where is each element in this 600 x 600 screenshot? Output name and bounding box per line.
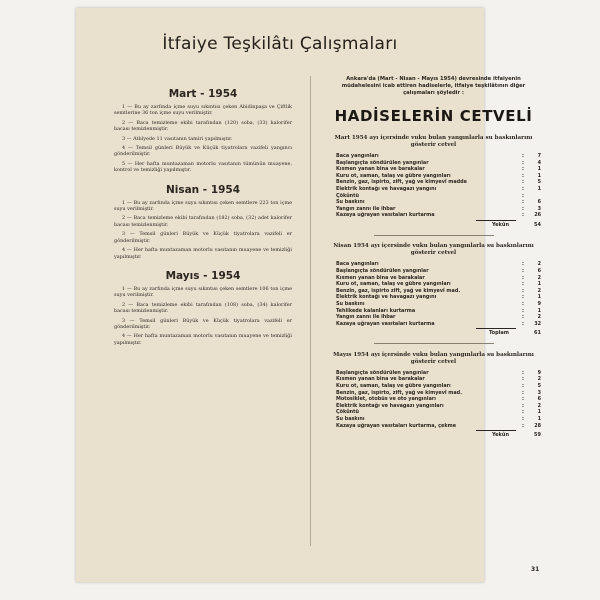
section-heading: Nisan - 1954 — [165, 183, 241, 196]
row-colon: : — [522, 376, 524, 383]
row-colon: : — [522, 294, 524, 301]
section-nisan — [114, 184, 292, 260]
row-value: 9 — [537, 300, 541, 307]
row-label: Çökûntü — [336, 192, 359, 199]
row-value: 2 — [537, 287, 541, 294]
row-value: 7 — [537, 153, 541, 159]
total-rule — [476, 328, 516, 329]
paragraph: 3 — Temsil günleri Büyük ve Küçük tiyatrolara vazifeli er gönderilmiştir. — [114, 231, 292, 244]
row-label: Kazaya uğrayan vasıtaları kurtarma — [336, 320, 435, 327]
table-rows — [326, 153, 541, 219]
row-colon: : — [522, 153, 524, 159]
table-row — [336, 396, 541, 403]
table-row — [336, 166, 541, 173]
row-colon: : — [522, 383, 524, 390]
table-row — [336, 275, 541, 282]
total-value: 59 — [534, 431, 541, 438]
paragraph: 3 — Temsil günleri Büyük ve Küçük tiyatrolara vazifeli er gönderilmiştir. — [114, 317, 292, 330]
table-row — [336, 390, 541, 397]
row-value: 2 — [537, 314, 541, 321]
table-row — [336, 423, 541, 430]
row-value: 1 — [537, 281, 541, 288]
column-divider — [310, 76, 311, 546]
table-heading: Nisan 1954 ayı içersinde vuku bulan yangınlarla su baskınlarını gösterir cetvel — [333, 243, 534, 257]
page-number: 31 — [531, 566, 540, 573]
total-label: Yekûn — [492, 431, 509, 438]
row-value: 2 — [537, 274, 541, 281]
table-row — [336, 193, 541, 200]
row-colon: : — [522, 192, 524, 199]
row-label: Başlangıçta söndürülen yangınlar — [336, 268, 429, 275]
row-colon: : — [522, 281, 524, 288]
incident-table — [326, 243, 541, 343]
row-value: 2 — [537, 261, 541, 268]
row-value: 32 — [534, 320, 541, 327]
table-row — [336, 376, 541, 383]
row-value: 4 — [537, 159, 541, 166]
table-row — [336, 212, 541, 219]
row-colon: : — [522, 199, 524, 206]
table-row — [336, 314, 541, 321]
row-value: 3 — [537, 205, 541, 212]
row-label: Kısmen yanan bina ve barakalar — [336, 376, 425, 383]
total-value: 54 — [534, 221, 541, 228]
total-value: 61 — [534, 330, 541, 337]
table-row — [336, 179, 541, 186]
section-mart — [114, 88, 292, 174]
row-label: Su baskını — [336, 300, 365, 307]
row-label: Baca yangınları — [336, 153, 379, 159]
table-row — [336, 294, 541, 301]
row-value: 1 — [537, 166, 541, 173]
row-label: Elektrik kontağı ve havagazı yangınları — [336, 402, 444, 409]
row-label: Baca yangınları — [336, 261, 379, 268]
row-colon: : — [522, 172, 524, 179]
table-row — [336, 206, 541, 213]
row-colon: : — [522, 205, 524, 212]
tables-container — [326, 135, 541, 439]
row-colon: : — [522, 402, 524, 409]
row-colon: : — [522, 314, 524, 321]
row-colon: : — [522, 185, 524, 192]
table-row — [336, 383, 541, 390]
row-label: Su baskını — [336, 416, 365, 422]
row-value: 6 — [537, 396, 541, 403]
paragraph: 2 — Baca temizleme ekibi tarafından (120) soba, (33) kalorifer bacası temizlenmiştir. — [114, 119, 292, 133]
table-row — [336, 153, 541, 160]
section-divider — [374, 235, 494, 236]
table-row — [336, 416, 541, 423]
paragraph: 4 — Her hafta muntazaman motorlu vasıtanın muayene ve temizliği yapılmıştır. — [114, 333, 292, 346]
row-colon: : — [522, 287, 524, 294]
row-label: Yangın zannı ile ihbar — [336, 314, 396, 321]
table-row — [336, 403, 541, 410]
table-row — [336, 268, 541, 275]
paragraph: 1 — Bu ay zarfında içme suyu sıkıntısı çeken Abidinpaşa ve Çiftlik semtlerine 36 ton içme suyu verilmiştir. — [114, 104, 292, 117]
row-colon: : — [522, 307, 524, 314]
total-label: Toplam — [488, 330, 509, 337]
table-row — [336, 281, 541, 288]
section-heading: Mayıs - 1954 — [165, 269, 241, 282]
row-value: 1 — [537, 294, 541, 301]
row-label: Başlangıçta söndürülen yangınlar — [336, 369, 429, 376]
incident-table — [326, 135, 541, 235]
row-colon: : — [522, 212, 524, 219]
row-colon: : — [522, 159, 524, 166]
paragraph: 4 — Temsil günleri Büyük ve Küçük tiyatrolara vazifeli yangıncı gönderilmiştir. — [114, 145, 292, 158]
table-row — [336, 370, 541, 377]
row-colon: : — [522, 268, 524, 275]
row-label: Benzin, gaz, ispirto, zift, yağ ve kimyevî mad. — [336, 389, 463, 396]
right-column — [326, 76, 541, 439]
row-value: 6 — [537, 199, 541, 206]
row-colon: : — [522, 166, 524, 173]
row-label: Motosiklet, otobüs ve oto yangınları — [336, 396, 436, 403]
total-rule — [476, 430, 516, 431]
row-colon: : — [522, 396, 524, 403]
row-colon: : — [522, 422, 524, 429]
paragraph: 2 — Baca temizleme ekibi tarafından (108) soba, (34) kalorifer bacası temizlenmiştir. — [114, 301, 292, 315]
table-row — [336, 308, 541, 315]
row-value: 5 — [537, 179, 541, 186]
row-colon: : — [522, 179, 524, 186]
row-colon: : — [522, 261, 524, 268]
total-label: Yekûn — [492, 221, 509, 228]
row-value: 1 — [537, 416, 541, 422]
row-label: Kazaya uğrayan vasıtaları kurtarma, çekme — [336, 422, 457, 429]
row-label: Kısmen yanan bina ve barakalar — [336, 166, 425, 173]
row-value: 3 — [537, 389, 541, 396]
row-value: 28 — [534, 422, 541, 429]
incident-table — [326, 352, 541, 439]
row-label: Çökûntü — [336, 409, 359, 416]
table-row — [336, 160, 541, 167]
section-mayis — [114, 270, 292, 346]
row-value: 1 — [537, 172, 541, 179]
row-value: 2 — [537, 376, 541, 383]
row-label: Elektrik kontağı ve havagazı yangını — [336, 185, 437, 192]
row-value: 6 — [537, 268, 541, 275]
page-title: İtfaiye Teşkilâtı Çalışmaları — [162, 34, 398, 54]
section-heading: Mart - 1954 — [168, 88, 238, 100]
table-heading: Mayıs 1954 ayı içersinde vuku bulan yangınlarla su baskınlarını gösterir cetvel — [333, 351, 534, 365]
paragraph: 4 — Her hafta muntazaman motorlu vasıtanın muayene ve temizliği yapılmıştır. — [114, 247, 292, 260]
row-colon: : — [522, 300, 524, 307]
cetvel-title: HADİSELERİN CETVELİ — [334, 107, 533, 125]
row-label: Kazaya uğrayan vasıtaları kurtarma — [336, 212, 435, 219]
total-rule — [476, 220, 516, 221]
row-label: Tehlikede kalanları kurtarma — [336, 307, 416, 314]
row-value: 26 — [534, 212, 541, 219]
table-row — [336, 199, 541, 206]
row-value: 9 — [537, 369, 541, 376]
row-value: 1 — [537, 307, 541, 314]
table-total — [326, 222, 541, 229]
table-row — [336, 301, 541, 308]
row-value: 1 — [537, 185, 541, 192]
table-row — [336, 186, 541, 193]
row-label: Benzin, gaz, ispirto zift, yağ ve kimyevî mad. — [336, 287, 461, 294]
row-label: Kuru ot, saman, talaş ve gübre yangınları — [336, 281, 451, 288]
row-label: Benzin, gaz, ispirto, zift, yağ ve kimyevî madde — [336, 179, 467, 186]
table-rows — [326, 370, 541, 429]
row-value: 2 — [537, 402, 541, 409]
row-colon: : — [522, 416, 524, 422]
table-row — [336, 261, 541, 268]
table-total — [326, 330, 541, 337]
row-colon: : — [522, 409, 524, 416]
row-colon: : — [522, 389, 524, 396]
intro-text: Ankara'da (Mart - Nisan - Mayıs 1954) devresinde itfaiyenin müdahelesini icab ettiren hadiselerle, itfaiye teşkilâtının diğer çalışmaları şöyledir : — [341, 76, 526, 96]
paragraph: 5 — Her hafta muntazaman motorlu vasıtanın tümünün muayene, kontrol ve temizliği yapılmıştır. — [114, 160, 292, 174]
table-row — [336, 288, 541, 295]
document-page — [76, 8, 541, 582]
row-colon: : — [522, 274, 524, 281]
row-label: Kuru ot, saman, talaş ve gübre yangınları — [336, 383, 451, 390]
row-colon: : — [522, 320, 524, 327]
table-total — [326, 432, 541, 439]
row-label: Başlangıçta söndürülen yangınlar — [336, 159, 429, 166]
section-divider — [374, 343, 494, 344]
table-heading: Mart 1954 ayı içersinde vuku bulan yangınlarla su baskınlarını gösterir cetvel — [334, 135, 533, 148]
row-value: 5 — [537, 383, 541, 390]
row-value — [527, 193, 541, 200]
paragraph: 3 — Atlılyede 11 vasıtanın tamiri yapılmıştır. — [122, 135, 233, 142]
row-label: Yangın zannı ile ihbar — [336, 205, 396, 212]
table-row — [336, 321, 541, 328]
row-label: Elektrik kontağı ve havagazı yangını — [336, 294, 437, 301]
paragraph: 1 — Bu ay zarfında içme suyu sıkıntısı çeken semtlere 223 ton içme suyu verilmiştir. — [114, 199, 292, 213]
table-rows — [326, 261, 541, 327]
left-column — [114, 76, 292, 346]
row-label: Kısmen yanan bina ve barakalar — [336, 274, 425, 281]
row-label: Kuru ot, saman, talaş ve gübre yangınları — [336, 172, 451, 179]
table-row — [336, 409, 541, 416]
paragraph: 2 — Baca temizleme ekibi tarafından (182) soba, (32) adet kalorifer bacası temizlenmiştir. — [114, 215, 292, 228]
paragraph: 1 — Bu ay zarfında içme suyu sıkıntısı çeken semtlere 106 ton içme suyu verilmiştir. — [114, 285, 292, 299]
row-colon: : — [522, 369, 524, 376]
row-label: Su baskını — [336, 199, 365, 206]
row-value: 1 — [537, 409, 541, 416]
